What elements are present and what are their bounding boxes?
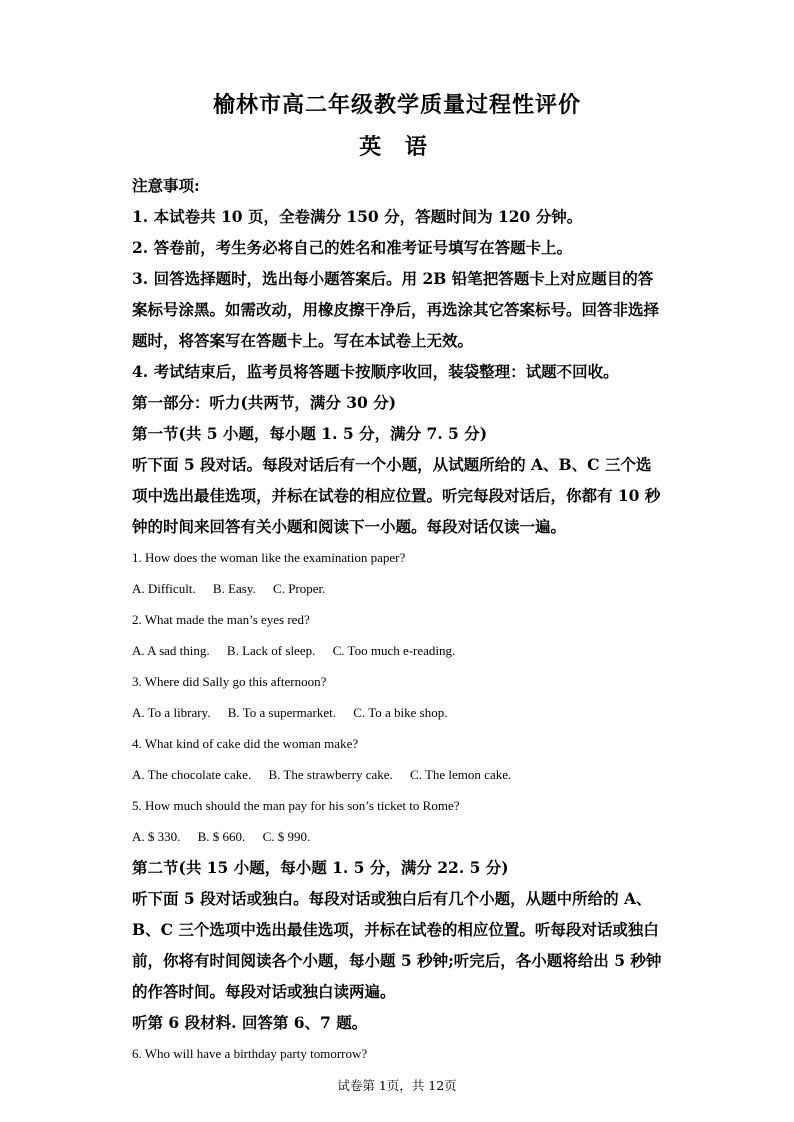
option-b: B. Lack of sleep.	[226, 643, 316, 658]
option-c: C. To a bike shop.	[353, 705, 448, 720]
notice-item-4: 4. 考试结束后，监考员将答题卡按顺序收回，装袋整理：试题不回收。	[132, 362, 619, 381]
option-b: B. $ 660.	[197, 829, 246, 844]
section2-heading: 第二节(共 15 小题，每小题 1. 5 分，满分 22. 5 分)	[132, 858, 509, 877]
exam-title: 榆林市高二年级教学质量过程性评价	[212, 92, 581, 118]
question-5-options	[132, 821, 662, 852]
option-a: A. Difficult.	[132, 581, 196, 596]
section1-heading: 第一节(共 5 小题，每小题 1. 5 分，满分 7. 5 分)	[132, 424, 488, 443]
option-c: C. $ 990.	[262, 829, 311, 844]
option-c: C. Too much e-reading.	[332, 643, 456, 658]
question-2-options	[132, 635, 662, 666]
option-a: A. A sad thing.	[132, 643, 210, 658]
option-b: B. To a supermarket.	[227, 705, 337, 720]
exam-content	[132, 170, 662, 1069]
question-4: 4. What kind of cake did the woman make?	[132, 736, 359, 751]
question-6: 6. Who will have a birthday party tomorrow?	[132, 1046, 368, 1061]
page-footer: 试卷第 1页，共 12页	[337, 1078, 457, 1093]
option-c: C. The lemon cake.	[410, 767, 512, 782]
option-b: B. The strawberry cake.	[268, 767, 393, 782]
option-a: A. To a library.	[132, 705, 211, 720]
question-1: 1. How does the woman like the examination paper?	[132, 550, 406, 565]
notice-heading: 注意事项:	[132, 176, 200, 195]
notice-item-2: 2. 答卷前，考生务必将自己的姓名和准考证号填写在答题卡上。	[132, 238, 573, 257]
notice-item-3: 3. 回答选择题时，选出每小题答案后。用 2B 铅笔把答题卡上对应题目的答案标号涂黑。如需改动，用橡皮擦干净后，再选涂其它答案标号。回答非选择题时，将答案写在答题卡上。写在本试卷上无效。	[132, 269, 660, 350]
part1-heading: 第一部分：听力(共两节，满分 30 分)	[132, 393, 397, 412]
question-3-options	[132, 697, 662, 728]
question-1-options	[132, 573, 662, 604]
section1-instructions: 听下面 5 段对话。每段对话后有一个小题，从试题所给的 A、B、C 三个选项中选出最佳选项，并标在试卷的相应位置。听完每段对话后，你都有 10 秒钟的时间来回答有关小题和阅读下一小题。每段对话仅读一遍。	[132, 455, 661, 536]
option-a: A. $ 330.	[132, 829, 181, 844]
question-4-options	[132, 759, 662, 790]
question-2: 2. What made the man’s eyes red?	[132, 612, 310, 627]
subject-title: 英 语	[359, 134, 435, 160]
question-5: 5. How much should the man pay for his son’s ticket to Rome?	[132, 798, 460, 813]
option-a: A. The chocolate cake.	[132, 767, 252, 782]
notice-item-1: 1. 本试卷共 10 页，全卷满分 150 分，答题时间为 120 分钟。	[132, 207, 583, 226]
material-6-heading: 听第 6 段材料. 回答第 6、7 题。	[132, 1013, 368, 1032]
section2-instructions: 听下面 5 段对话或独白。每段对话或独白后有几个小题，从题中所给的 A、B、C 三个选项中选出最佳选项，并标在试卷的相应位置。听每段对话或独白前，你将有时间阅读各个小题，每小题 5 秒钟;听完后，各小题将给出 5 秒钟的作答时间。每段对话或独白读两遍。	[132, 889, 662, 1001]
question-3: 3. Where did Sally go this afternoon?	[132, 674, 327, 689]
option-b: B. Easy.	[212, 581, 256, 596]
option-c: C. Proper.	[273, 581, 326, 596]
